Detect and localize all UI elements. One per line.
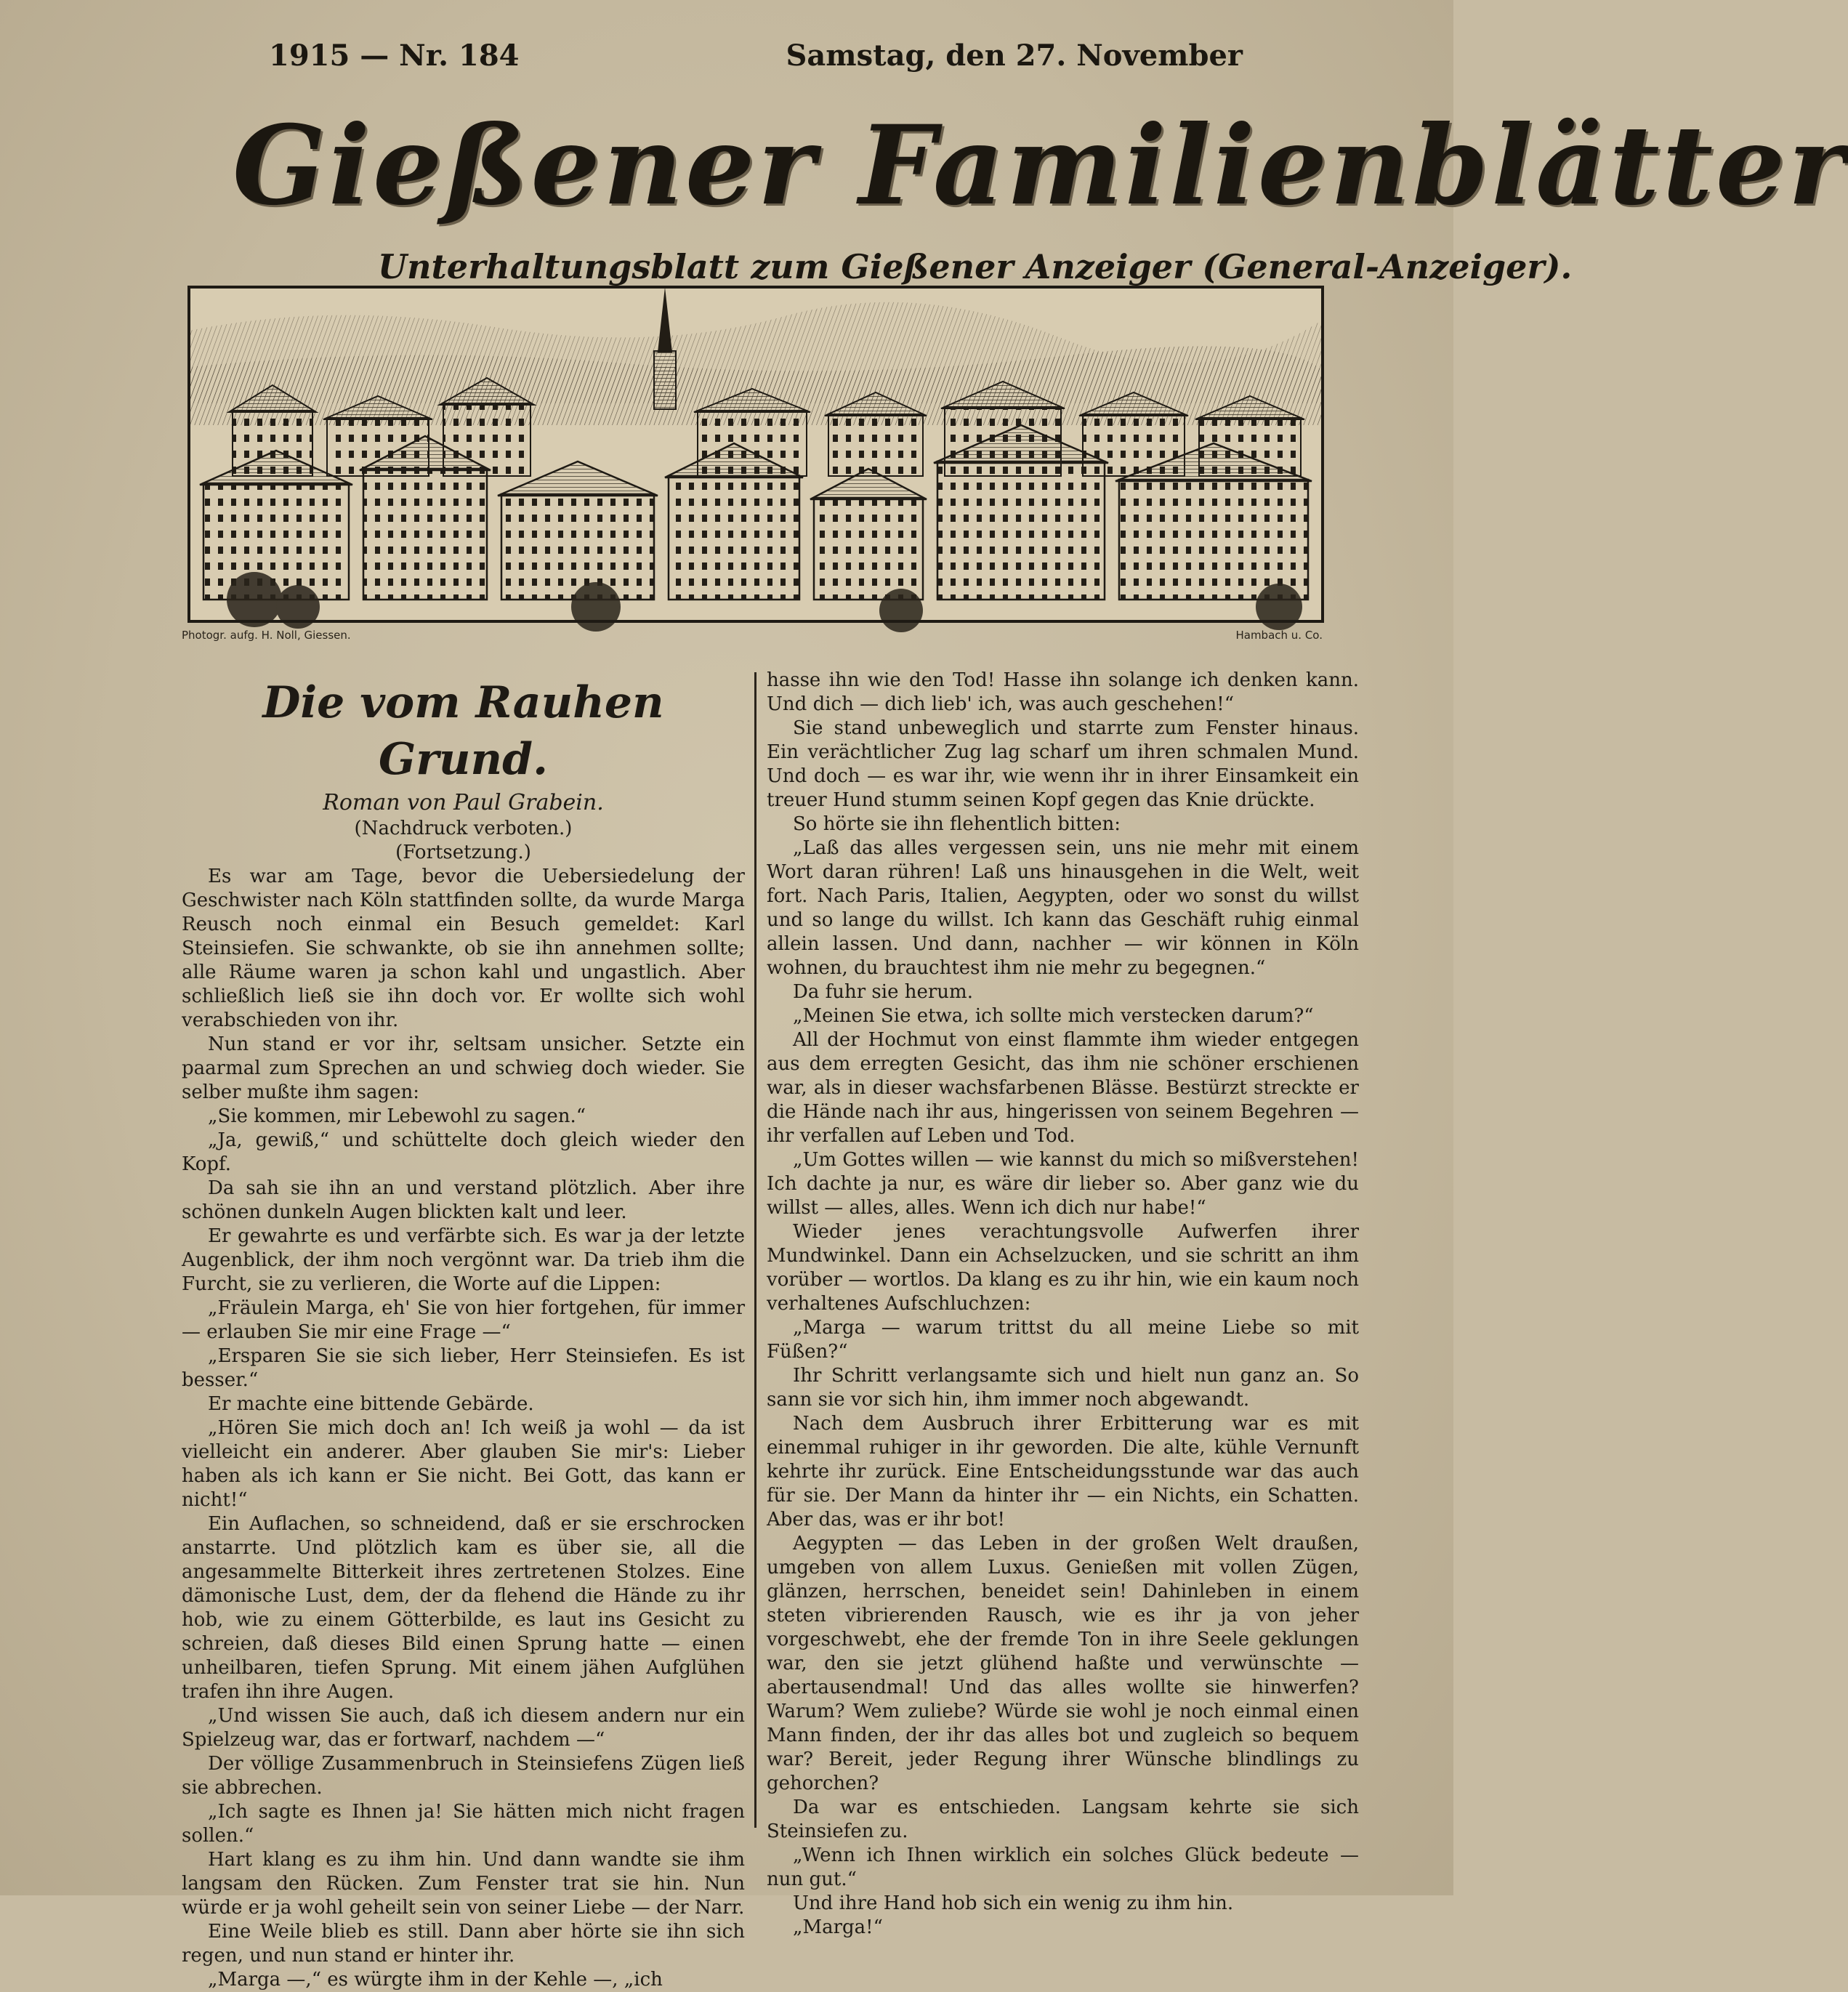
engraver-credit: Hambach u. Co. [1235, 629, 1323, 642]
paragraph: Aegypten — das Leben in der großen Welt draußen, umgeben von allem Luxus. Genießen mit vollen Zügen, glänzen, herrschen, beneidet sein! Dahinleben in einem steten vibrierenden Rausch, wie es ihr ja von jeher vorgeschwebt, ehe der fremde Ton in ihre Seele geklungen war, den sie jetzt glühend haßte und verwünschte — abertausendmal! Und das alles wollte sie hinwerfen? Warum? Wem zuliebe? Würde sie wohl je noch einmal einen Mann finden, der ihr das alles bot und zugleich so bequem war? Bereit, jeder Regung ihrer Wünsche blindlings zu gehorchen? [767, 1533, 1359, 1794]
paragraph: „Meinen Sie etwa, ich sollte mich verstecken darum?“ [793, 1005, 1314, 1027]
paragraph: „Wenn ich Ihnen wirklich ein solches Glück bedeute — nun gut.“ [767, 1844, 1359, 1890]
paragraph: „Laß das alles vergessen sein, uns nie mehr mit einem Wort daran rühren! Laß uns hinausgehen in die Welt, weit fort. Nach Paris, Italien, Aegypten, oder wo sonst du willst und so lange du willst. Ich kann das Geschäft ruhig einmal allein lassen. Und dann, nachher — wir können in Köln wohnen, du brauchtest ihm nie mehr zu begegnen.“ [767, 837, 1359, 979]
article-column-left [182, 669, 745, 1992]
column-divider [754, 672, 756, 1828]
paragraph: Da fuhr sie herum. [793, 981, 973, 1003]
paragraph: Nach dem Ausbruch ihrer Erbitterung war es mit einemmal ruhiger in ihr geworden. Die alte, kühle Vernunft kehrte ihr zurück. Eine Entscheidungsstunde war das auch für sie. Der Mann da hinter ihr — ein Nichts, ein Schatten. Aber das, was er ihr bot! [767, 1413, 1359, 1531]
paragraph: Wieder jenes verachtungsvolle Aufwerfen ihrer Mundwinkel. Dann ein Achselzucken, und sie schritt an ihm vorüber — wortlos. Da klang es zu ihr hin, wie ein kaum noch verhaltenes Aufschluchzen: [767, 1221, 1359, 1315]
paragraph: Da sah sie ihn an und verstand plötzlich. Aber ihre schönen dunkeln Augen blickten kalt und leer. [182, 1177, 745, 1223]
paragraph: „Ja, gewiß,“ und schüttelte doch gleich wieder den Kopf. [182, 1129, 745, 1175]
paragraph: „Und wissen Sie auch, daß ich diesem andern nur ein Spielzeug war, das er fortwarf, nachdem —“ [182, 1705, 745, 1751]
newspaper-subtitle: Unterhaltungsblatt zum Gießener Anzeiger (General-Anzeiger). [378, 247, 1573, 286]
paragraph: Er gewahrte es und verfärbte sich. Es war ja der letzte Augenblick, der ihm noch vergönnt war. Da trieb ihm die Furcht, sie zu verlieren, die Worte auf die Lippen: [182, 1225, 745, 1295]
article-column-right [767, 669, 1359, 1940]
paragraph: All der Hochmut von einst flammte ihm wieder entgegen aus dem erregten Gesicht, das ihm nie schöner erschienen war, als in dieser wachsfarbenen Blässe. Bestürzt streckte er die Hände nach ihr aus, hingerissen von seinem Begehren — ihr verfallen auf Leben und Tod. [767, 1029, 1359, 1147]
newspaper-title: Gießener Familienblätter [233, 102, 1848, 230]
article-byline: Roman von Paul Grabein. [323, 790, 604, 815]
city-skyline-illustration [189, 287, 1323, 621]
paragraph: Ihr Schritt verlangsamte sich und hielt nun ganz an. So sann sie vor sich hin, ihm immer noch abgewandt. [767, 1365, 1359, 1411]
article-title: Die vom Rauhen Grund. [262, 677, 664, 785]
paragraph: hasse ihn wie den Tod! Hasse ihn solange ich denken kann. Und dich — dich lieb' ich, was auch geschehen!“ [767, 669, 1359, 715]
photo-credit: Photogr. aufg. H. Noll, Giessen. [182, 629, 351, 642]
paragraph: Der völlige Zusammenbruch in Steinsiefens Zügen ließ sie abbrechen. [182, 1753, 745, 1799]
paragraph: „Fräulein Marga, eh' Sie von hier fortgehen, für immer — erlauben Sie mir eine Frage —“ [182, 1297, 745, 1343]
paragraph: Hart klang es zu ihm hin. Und dann wandte sie ihm langsam den Rücken. Zum Fenster trat sie hin. Nun würde er ja wohl geheilt sein von seiner Liebe — der Narr. [182, 1849, 745, 1919]
continuation-note: (Fortsetzung.) [395, 842, 531, 863]
paragraph: Sie stand unbeweglich und starrte zum Fenster hinaus. Ein verächtlicher Zug lag scharf um ihren schmalen Mund. Und doch — es war ihr, wie wenn ihr in ihrer Einsamkeit ein treuer Hund stumm seinen Kopf gegen das Knie drückte. [767, 717, 1359, 811]
paragraph: „Marga — warum trittst du all meine Liebe so mit Füßen?“ [767, 1317, 1359, 1363]
issue-date: Samstag, den 27. November [786, 39, 1243, 73]
paragraph: Eine Weile blieb es still. Dann aber hörte sie ihn sich regen, und nun stand er hinter ihr. [182, 1921, 745, 1967]
paragraph: „Hören Sie mich doch an! Ich weiß ja wohl — da ist vielleicht ein anderer. Aber glauben Sie mir's: Lieber haben als ich kann er Sie nicht. Bei Gott, das kann er nicht!“ [182, 1417, 745, 1511]
paragraph: Er machte eine bittende Gebärde. [208, 1393, 534, 1415]
issue-number: 1915 — Nr. 184 [269, 39, 520, 73]
paragraph: „Ich sagte es Ihnen ja! Sie hätten mich nicht fragen sollen.“ [182, 1801, 745, 1847]
paragraph: So hörte sie ihn flehentlich bitten: [793, 813, 1121, 835]
paragraph: „Sie kommen, mir Lebewohl zu sagen.“ [208, 1105, 586, 1127]
paragraph: „Marga!“ [793, 1916, 883, 1938]
paragraph: Ein Auflachen, so schneidend, daß er sie erschrocken anstarrte. Und plötzlich kam es über sie, all die angesammelte Bitterkeit ihres zertretenen Stolzes. Eine dämonische Lust, dem, der da flehend die Hände zu ihr hob, wie zu einem Götterbilde, es laut ins Gesicht zu schreien, daß dieses Bild einen Sprung hatte — einen unheilbaren, tiefen Sprung. Mit einem jähen Aufglühen trafen ihn ihre Augen. [182, 1513, 745, 1703]
paragraph: Da war es entschieden. Langsam kehrte sie sich Steinsiefen zu. [767, 1797, 1359, 1842]
paragraph: „Ersparen Sie sie sich lieber, Herr Steinsiefen. Es ist besser.“ [182, 1345, 745, 1391]
masthead [182, 33, 1848, 642]
city-engraving [189, 287, 1323, 621]
paragraph: Nun stand er vor ihr, seltsam unsicher. Setzte ein paarmal zum Sprechen an und schwieg doch wieder. Sie selber mußte ihm sagen: [182, 1033, 745, 1103]
paragraph: „Um Gottes willen — wie kannst du mich so mißverstehen! Ich dachte ja nur, es wäre dir lieber so. Aber ganz wie du willst — alles, alles. Wenn ich dich nur habe!“ [767, 1149, 1359, 1219]
paragraph: Und ihre Hand hob sich ein wenig zu ihm hin. [793, 1892, 1234, 1914]
paragraph: Es war am Tage, bevor die Uebersiedelung der Geschwister nach Köln stattfinden sollte, da wurde Marga Reusch noch einmal ein Besuch gemeldet: Karl Steinsiefen. Sie schwankte, ob sie ihn annehmen sollte; alle Räume waren ja schon kahl und ungastlich. Aber schließlich ließ sie ihn doch vor. Er wollte sich wohl verabschieden von ihr. [182, 866, 745, 1031]
reprint-notice: (Nachdruck verboten.) [354, 818, 573, 839]
paragraph: „Marga —,“ es würgte ihm in der Kehle —, „ich [208, 1969, 663, 1991]
